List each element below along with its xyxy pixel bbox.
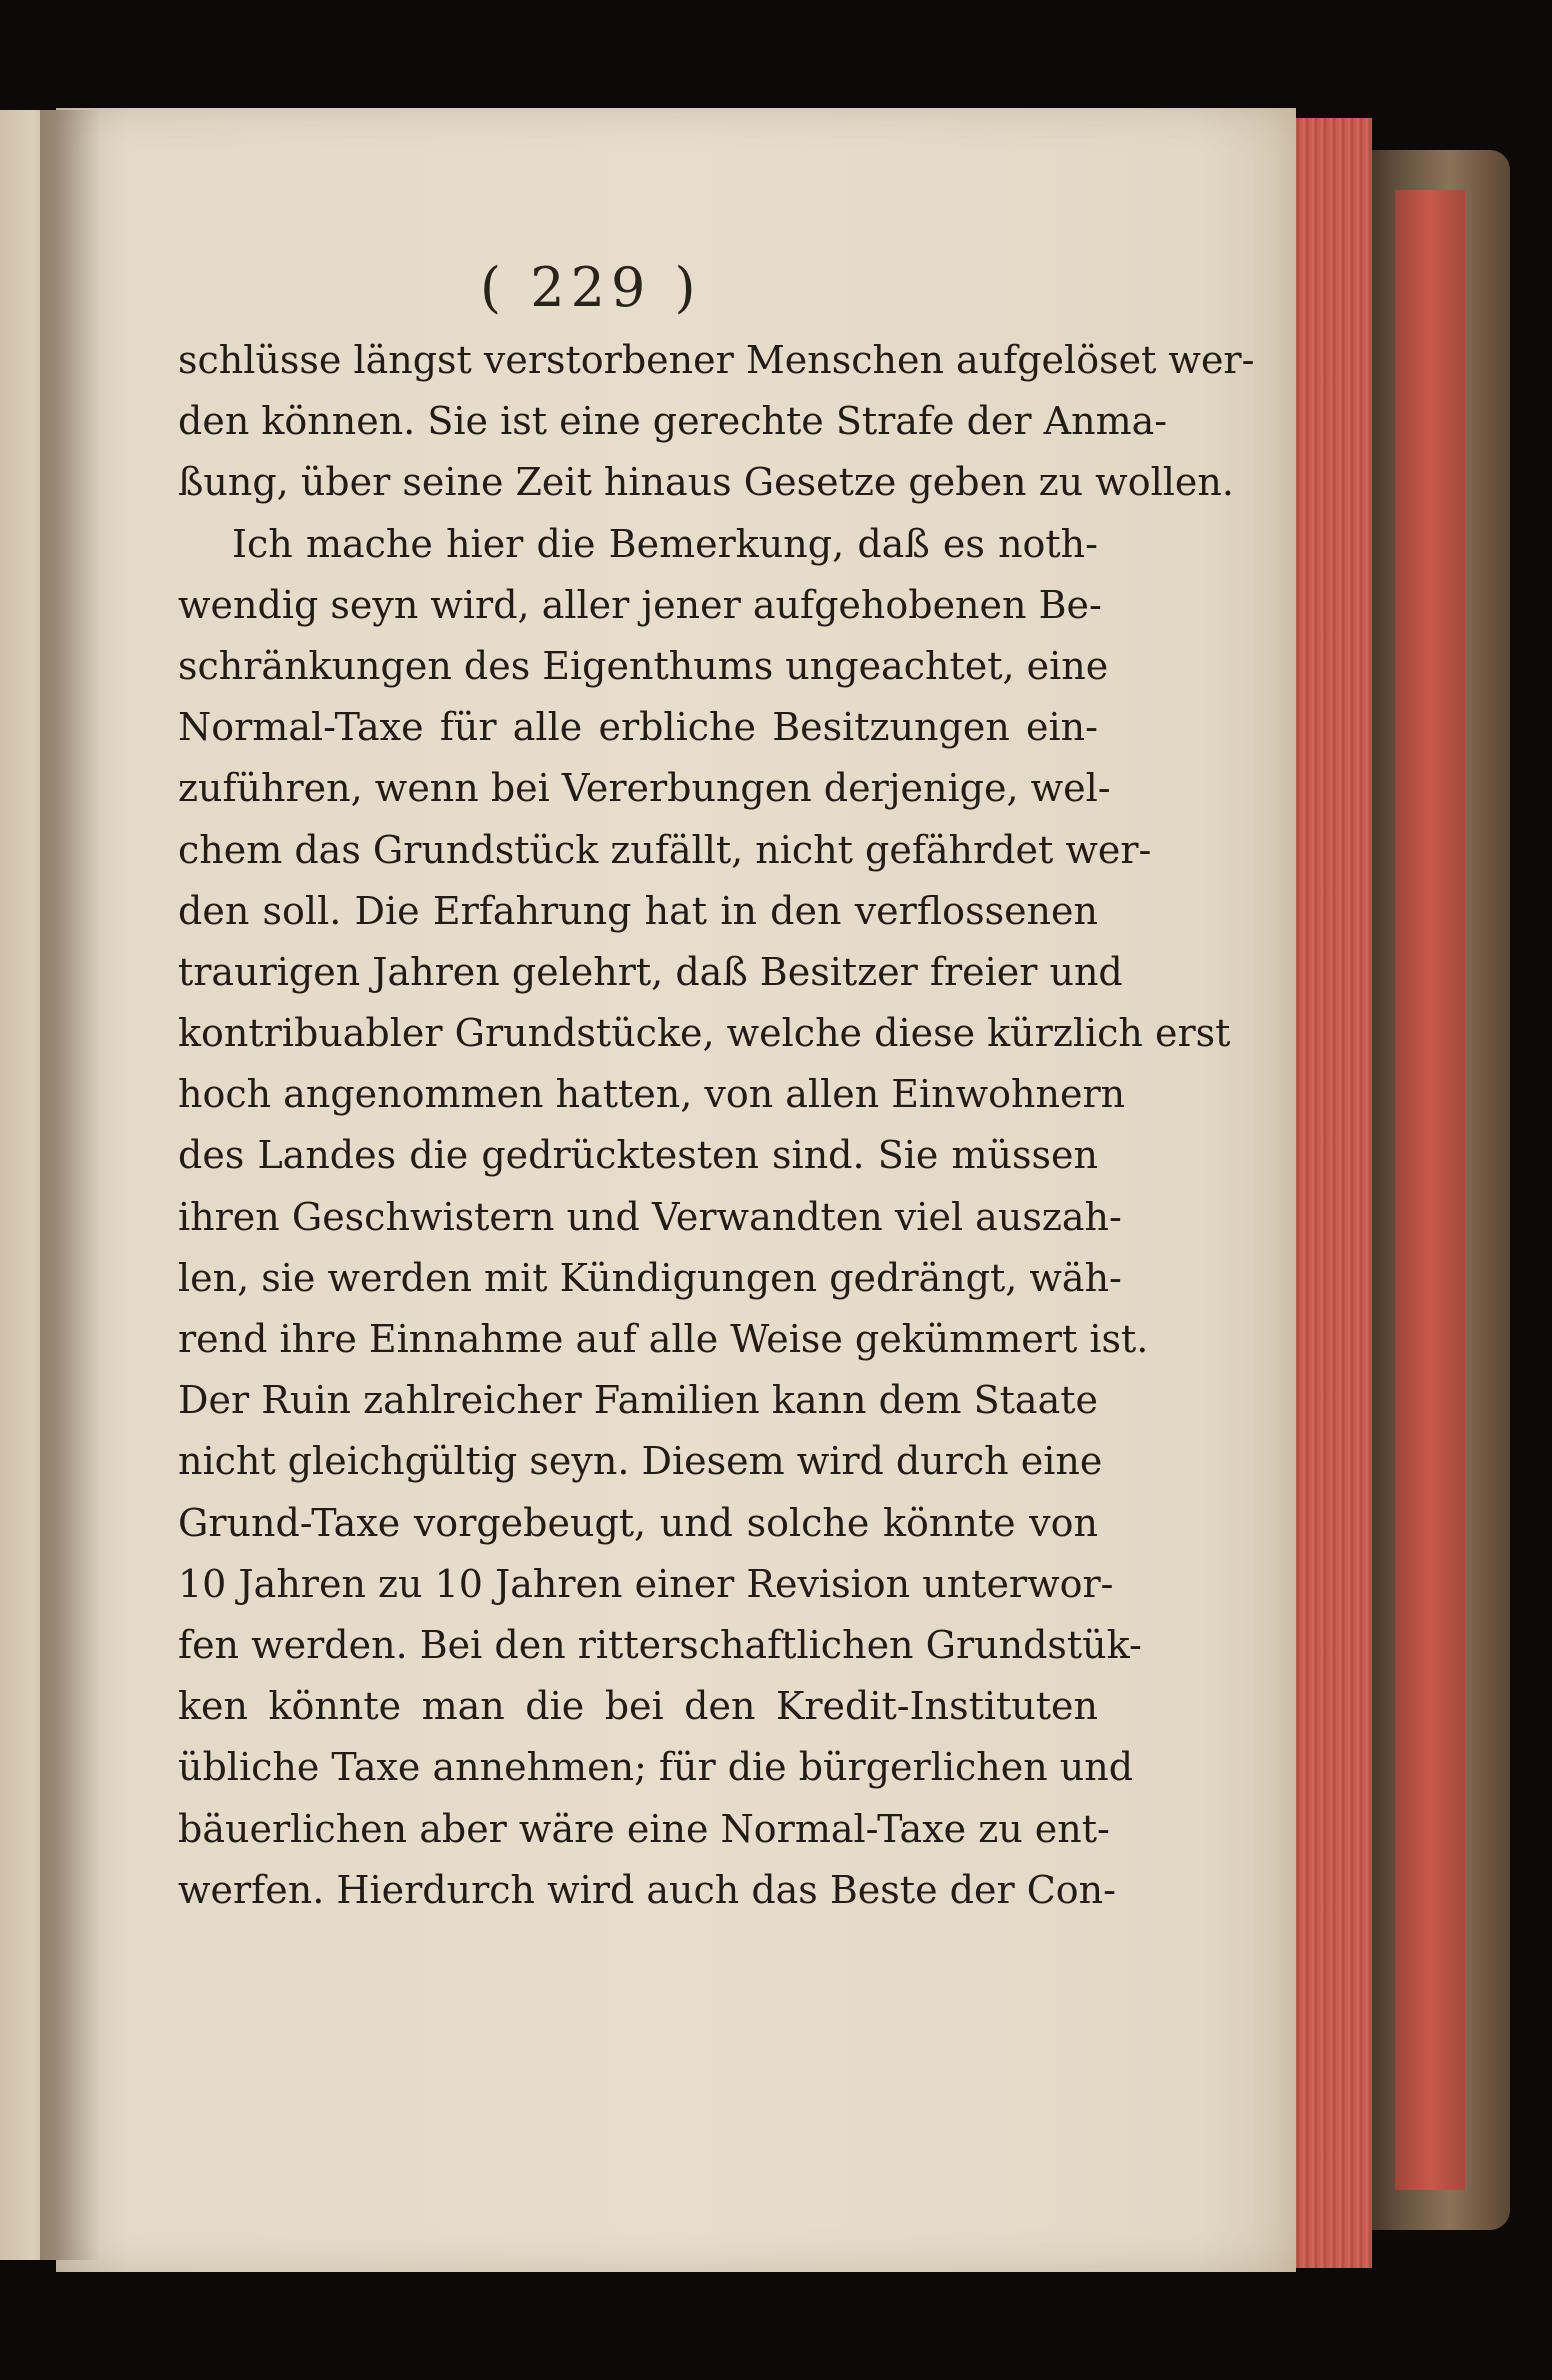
text-line: den soll. Die Erfahrung hat in den verflossenen bbox=[178, 888, 1098, 933]
text-line: übliche Taxe annehmen; für die bürgerlichen und bbox=[178, 1745, 1134, 1790]
text-line: Ich mache hier die Bemerkung, daß es noth- bbox=[232, 521, 1098, 566]
text-line: kontribuabler Grundstücke, welche diese kürzlich erst bbox=[178, 1011, 1231, 1056]
text-line: hoch angenommen hatten, von allen Einwohnern bbox=[178, 1072, 1126, 1117]
text-line: ken könnte man die bei den Kredit-Instituten bbox=[178, 1684, 1098, 1729]
text-line: zuführen, wenn bei Vererbungen derjenige, wel- bbox=[178, 766, 1111, 811]
page-fore-edge bbox=[1290, 118, 1372, 2268]
text-line: chem das Grundstück zufällt, nicht gefährdet wer- bbox=[178, 827, 1152, 872]
text-line: Normal-Taxe für alle erbliche Besitzungen ein- bbox=[178, 705, 1098, 750]
text-line: werfen. Hierdurch wird auch das Beste der Con- bbox=[178, 1867, 1116, 1912]
text-line: nicht gleichgültig seyn. Diesem wird durch eine bbox=[178, 1439, 1103, 1484]
text-line: schlüsse längst verstorbener Menschen aufgelöset wer- bbox=[178, 338, 1255, 382]
text-line: des Landes die gedrücktesten sind. Sie müssen bbox=[178, 1133, 1098, 1178]
text-line: schränkungen des Eigenthums ungeachtet, eine bbox=[178, 643, 1109, 688]
text-line: Grund-Taxe vorgebeugt, und solche könnte von bbox=[178, 1500, 1098, 1545]
text-line: traurigen Jahren gelehrt, daß Besitzer freier und bbox=[178, 949, 1123, 994]
text-line: len, sie werden mit Kündigungen gedrängt, wäh- bbox=[178, 1255, 1122, 1300]
page-gutter-shadow bbox=[40, 110, 100, 2260]
text-line: bäuerlichen aber wäre eine Normal-Taxe zu ent- bbox=[178, 1806, 1110, 1851]
text-line: 10 Jahren zu 10 Jahren einer Revision unterwor- bbox=[178, 1561, 1114, 1606]
page-number: ( 229 ) bbox=[480, 256, 702, 319]
page-text bbox=[178, 330, 1255, 1921]
book-cover-red-band bbox=[1395, 190, 1465, 2190]
text-line: fen werden. Bei den ritterschaftlichen Grundstük- bbox=[178, 1622, 1142, 1667]
text-line: ihren Geschwistern und Verwandten viel auszah- bbox=[178, 1194, 1122, 1239]
text-line: rend ihre Einnahme auf alle Weise gekümmert ist. bbox=[178, 1317, 1149, 1361]
text-line: Der Ruin zahlreicher Familien kann dem Staate bbox=[178, 1378, 1098, 1423]
text-line: wendig seyn wird, aller jener aufgehobenen Be- bbox=[178, 582, 1102, 627]
text-line: den können. Sie ist eine gerechte Strafe der Anma- bbox=[178, 399, 1168, 444]
text-line: ßung, über seine Zeit hinaus Gesetze geben zu wollen. bbox=[178, 460, 1234, 505]
